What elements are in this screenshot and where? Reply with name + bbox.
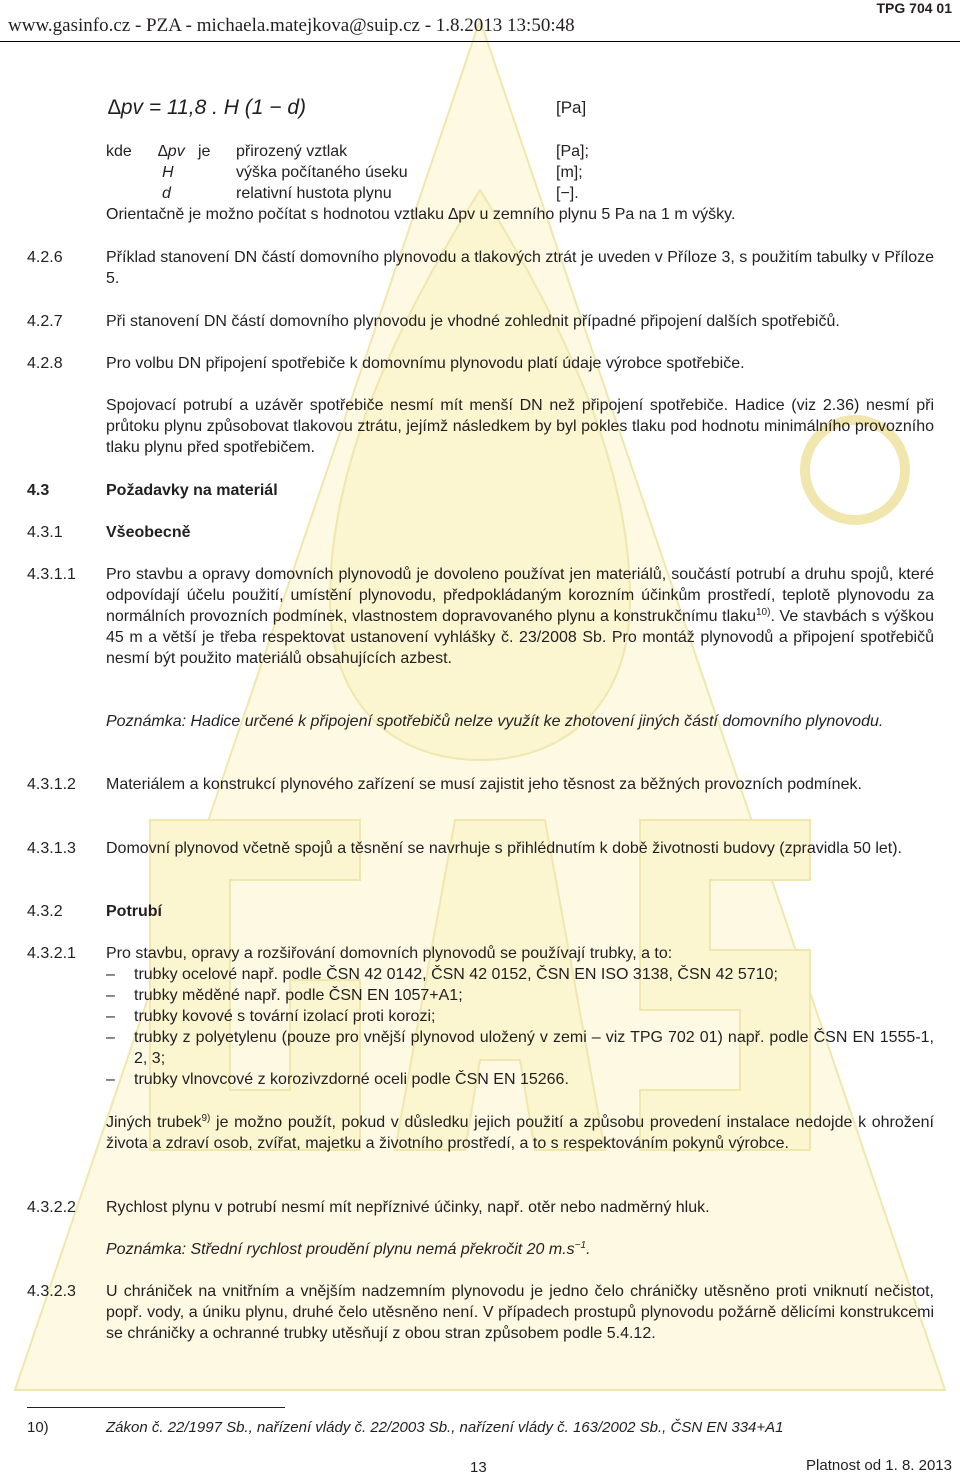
section-number: 4.3.1.1 — [27, 566, 76, 583]
var-symbol: d — [162, 185, 171, 202]
paragraph-4-2-7: Při stanovení DN částí domovního plynovodu je vhodné zohlednit případné připojení dalších spotřebičů. — [106, 313, 840, 330]
note-gas-velocity: Poznámka: Střední rychlost proudění plynu nemá překročit 20 $m.s^{-1}$. — [106, 1240, 591, 1258]
header-rule — [0, 41, 960, 42]
list-item: – trubky z polyetylenu (pouze pro vnější plynovod uložený v zemi – viz TPG 702 01) např. podle ČSN EN 1555-1, 2, 3; — [106, 1029, 934, 1067]
footnote-number: 10) — [27, 1419, 49, 1436]
footnote-text: Zákon č. 22/1997 Sb., nařízení vlády č. 22/2003 Sb., nařízení vlády č. 163/2002 Sb., ČSN EN 334+A1 — [106, 1419, 784, 1436]
section-heading-material: Požadavky na materiál — [106, 482, 278, 499]
var-symbol: H — [162, 164, 174, 181]
paragraph-4-3-1-3: Domovní plynovod včetně spojů a těsnění se navrhuje s přihlédnutím k době životnosti budovy (zpravidla 50 let). — [106, 840, 902, 857]
section-number: 4.3.1 — [27, 524, 63, 541]
var-verb: je — [198, 143, 211, 160]
section-number: 4.3.1.3 — [27, 840, 76, 857]
paragraph-4-2-8: Pro volbu DN připojení spotřebiče k domovnímu plynovodu platí údaje výrobce spotřebiče. — [106, 355, 745, 372]
list-item: – trubky měděné např. podle ČSN EN 1057+A1; — [106, 987, 463, 1004]
section-number: 4.3.2.2 — [27, 1199, 76, 1216]
section-number: 4.2.6 — [27, 249, 63, 266]
where-label: kde — [106, 143, 132, 160]
section-number: 4.2.8 — [27, 355, 63, 372]
var-desc: relativní hustota plynu — [236, 185, 392, 202]
section-number: 4.2.7 — [27, 313, 63, 330]
paragraph-4-3-1-2: Materiálem a konstrukcí plynového zařízení se musí zajistit jeho těsnost za běžných provozních podmínek. — [106, 776, 862, 793]
var-symbol: ∆pv — [158, 143, 185, 160]
var-unit: [Pa]; — [556, 143, 589, 160]
note-hoses: Poznámka: Hadice určené k připojení spotřebičů nelze využít ke zhotovení jiných částí domovního plynovodu. — [106, 713, 884, 730]
paragraph-4-3-2-2: Rychlost plynu v potrubí nesmí mít nepříznivé účinky, např. otěr nebo nadměrný hluk. — [106, 1199, 710, 1216]
footnote-ref: 10) — [755, 607, 771, 618]
paragraph-4-2-6: Příklad stanovení DN částí domovního plynovodu a tlakových ztrát je uveden v Příloze 3, s použitím tabulky v Příloze 5. — [106, 249, 934, 287]
formula-note: Orientačně je možno počítat s hodnotou vztlaku ∆pv u zemního plynu 5 Pa na 1 m výšky. — [106, 206, 736, 223]
paragraph-4-3-2-1: Pro stavbu, opravy a rozšiřování domovních plynovodů se používají trubky, a to: — [106, 945, 673, 962]
section-number: 4.3.2 — [27, 903, 63, 920]
footnote-ref: 9) — [201, 1113, 211, 1124]
validity-date: Platnost od 1. 8. 2013 — [806, 1457, 952, 1474]
var-unit: [−]. — [556, 185, 579, 202]
var-desc: přirozený vztlak — [236, 143, 348, 160]
var-unit: [m]; — [556, 164, 583, 181]
pipe-list — [106, 964, 934, 1090]
watermark-url: www.gasinfo.cz - PZA - michaela.matejkova@suip.cz - 1.8.2013 13:50:48 — [8, 15, 575, 36]
section-number: 4.3.2.3 — [27, 1283, 76, 1300]
formula-unit: [Pa] — [556, 98, 587, 117]
list-item: – trubky ocelové např. podle ČSN 42 0142, ČSN 42 0152, ČSN EN ISO 3138, ČSN 42 5710; — [106, 966, 778, 983]
list-item: – trubky vlnovcové z korozivzdorné oceli podle ČSN EN 15266. — [106, 1071, 569, 1088]
paragraph-other-pipes: Jiných trubek$^{9)}$ je možno použít, pokud v důsledku jejich použití a způsobu provedení instalace nedojde k ohrožení života a zdraví osob, zvířat, majetku a životního prostředí, a to s respektováním pokynů výrobce. — [106, 1113, 935, 1152]
formula-equation: ∆pv = 11,8 . H (1 − d) — [108, 96, 307, 119]
document-code: TPG 704 01 — [876, 0, 952, 16]
section-number: 4.3.1.2 — [27, 776, 76, 793]
section-number: 4.3.2.1 — [27, 945, 76, 962]
paragraph-4-2-8-continued: Spojovací potrubí a uzávěr spotřebiče nesmí mít menší DN než připojení spotřebiče. Hadice (viz 2.36) nesmí při průtoku plynu způsobovat tlakovou ztrátu, jejímž následkem by byl pokles tlaku pod hodnotu minimálního provozního tlaku plynu před spotřebičem. — [106, 397, 934, 456]
list-item: – trubky kovové s tovární izolací proti korozi; — [106, 1008, 436, 1025]
paragraph-4-3-1-1: Pro stavbu a opravy domovních plynovodů je dovoleno používat jen materiálů, součástí potrubí a druhu spojů, které odpovídají účelu použití, umístění plynovodu, předpokládaným korozním účinkům prostředí, teplotě plynovodu za normálních provozních podmínek, vlastnostem dopravovaného plynu a konstrukčnímu tlaku$^{10)}$. Ve stavbách s výškou 45 m a větší je třeba respektovat ustanovení vyhlášky č. 23/2008 Sb. Pro montáž plynovodů a připojení spotřebičů nesmí být použito materiálů obsahujících azbest. — [106, 566, 934, 667]
page-number: 13 — [470, 1459, 487, 1476]
section-heading-pipes: Potrubí — [106, 903, 162, 920]
var-desc: výška počítaného úseku — [236, 164, 408, 181]
footnote-rule — [27, 1407, 285, 1408]
section-number: 4.3 — [27, 482, 50, 499]
section-heading-general: Všeobecně — [106, 524, 191, 541]
paragraph-4-3-2-3: U chrániček na vnitřním a vnějším nadzemním plynovodu je jedno čelo chráničky utěsněno proti vniknutí nečistot, popř. vody, a úniku plynu, druhé čelo utěsněno není. V případech prostupů plynovodu požárně dělicími konstrukcemi se chráničky a ochranné trubky utěsňují z obou stran způsobem podle 5.4.12. — [106, 1283, 934, 1342]
